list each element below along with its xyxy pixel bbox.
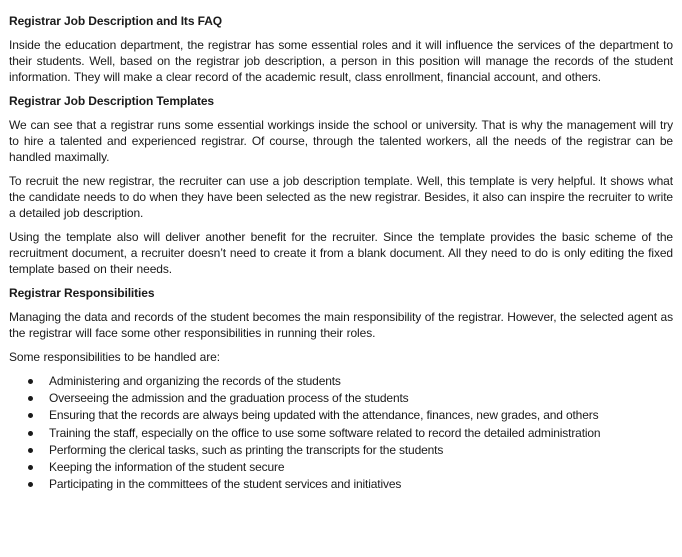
- list-item-text: Ensuring that the records are always being updated with the attendance, finances, new grades, and others: [49, 408, 599, 423]
- section-heading-responsibilities: Registrar Responsibilities: [9, 286, 155, 300]
- bullet-icon: [28, 396, 33, 401]
- list-item: [49, 425, 673, 442]
- paragraph-templates-2: To recruit the new registrar, the recruiter can use a job description template. Well, this template is very helpful. It shows what the candidate needs to do when they have been selected as the new registrar. Besides, it also can inspire the recruiter to write a detailed job description.: [9, 174, 673, 220]
- list-item-text: Participating in the committees of the student services and initiatives: [49, 477, 402, 492]
- bullet-icon: [28, 413, 33, 418]
- paragraph-responsibilities-1: Managing the data and records of the student becomes the main responsibility of the registrar. However, the selected agent as the registrar will face some other responsibilities in running their roles.: [9, 310, 673, 340]
- bullet-icon: [28, 482, 33, 487]
- list-item-text: Administering and organizing the records of the students: [49, 374, 341, 388]
- paragraph-responsibilities-2: Some responsibilities to be handled are:: [9, 350, 220, 364]
- paragraph-templates-3: Using the template also will deliver another benefit for the recruiter. Since the template provides the basic scheme of the recruitment document, a recruiter doesn’t need to create it from a blank document. All they need to do is only editing the fixed template based on their needs.: [9, 230, 673, 276]
- list-item: [49, 390, 673, 407]
- section-heading-templates: Registrar Job Description Templates: [9, 94, 215, 108]
- paragraph-templates-1: We can see that a registrar runs some essential workings inside the school or university. That is why the management will try to hire a talented and experienced registrar. Of course, through the talented workers, all the needs of the registrar can be handled maximally.: [9, 118, 673, 164]
- bullet-icon: [28, 448, 33, 453]
- list-item-text: Overseeing the admission and the graduation process of the students: [49, 391, 409, 406]
- section-heading-faq: Registrar Job Description and Its FAQ: [9, 14, 223, 28]
- responsibilities-list: [9, 373, 673, 493]
- bullet-icon: [28, 379, 33, 384]
- list-item-text: Keeping the information of the student secure: [49, 460, 285, 475]
- list-item-text: Performing the clerical tasks, such as printing the transcripts for the students: [49, 442, 444, 457]
- list-item: [49, 459, 673, 476]
- paragraph-intro: Inside the education department, the registrar has some essential roles and it will influence the services of the department to their students. Well, based on the registrar job description, a person in this position will manage the records of the student information. They will make a clear record of the academic result, class enrollment, financial account, and others.: [9, 38, 673, 84]
- bullet-icon: [28, 431, 33, 436]
- bullet-icon: [28, 465, 33, 470]
- list-item: [49, 442, 673, 459]
- list-item: [49, 407, 673, 424]
- list-item-text: Training the staff, especially on the office to use some software related to record the detailed administration: [49, 425, 601, 440]
- list-item: [49, 373, 673, 390]
- list-item: [49, 476, 673, 493]
